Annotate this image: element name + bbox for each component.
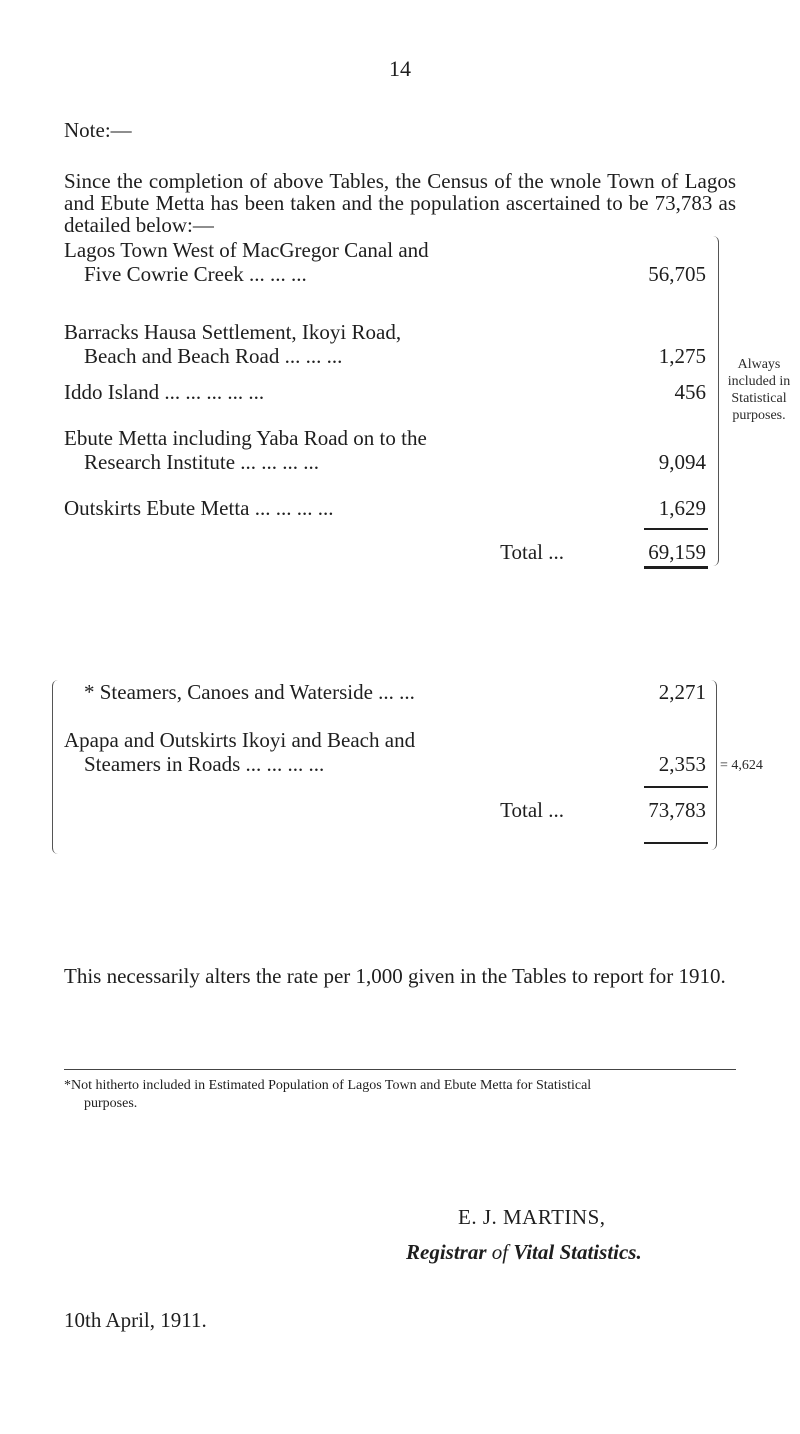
- total-label: Total ...: [500, 540, 564, 564]
- table-row: [64, 380, 706, 404]
- table-row: [64, 680, 706, 704]
- row-label: Lagos Town West of MacGregor Canal and: [64, 238, 429, 262]
- page-number: 14: [389, 56, 411, 81]
- table-row: [64, 450, 706, 474]
- signatory-title: [406, 1240, 642, 1265]
- right-brace: [712, 236, 719, 566]
- side-note: Always included in Statistical purposes.: [727, 357, 791, 423]
- total-row: [64, 798, 706, 822]
- side-note: = 4,624: [720, 758, 763, 773]
- footnote-divider: [64, 1069, 736, 1070]
- title-part: of: [491, 1240, 509, 1264]
- row-value: 9,094: [658, 450, 706, 474]
- title-part: Vital Statistics.: [513, 1240, 642, 1264]
- total-underline: [644, 842, 708, 844]
- row-label: * Steamers, Canoes and Waterside ... ...: [84, 680, 415, 704]
- row-label: Steamers in Roads ... ... ... ...: [84, 752, 325, 776]
- row-label: Beach and Beach Road ... ... ...: [84, 344, 343, 368]
- table-row: [64, 728, 706, 752]
- table-row: [64, 320, 706, 344]
- row-value: 1,629: [658, 496, 706, 520]
- total-row: [64, 540, 706, 564]
- row-value: 2,271: [658, 680, 706, 704]
- title-part: Registrar: [406, 1240, 487, 1264]
- document-date: 10th April, 1911.: [64, 1308, 207, 1332]
- table-row: [64, 752, 706, 776]
- row-value: 456: [674, 380, 706, 404]
- row-value: 1,275: [658, 344, 706, 368]
- left-brace: [52, 680, 58, 854]
- table-row: [64, 496, 706, 520]
- row-label: Outskirts Ebute Metta ... ... ... ...: [64, 496, 334, 520]
- row-label: Ebute Metta including Yaba Road on to the: [64, 426, 427, 450]
- row-label: Research Institute ... ... ... ...: [84, 450, 320, 474]
- footnote-line: purposes.: [84, 1096, 138, 1111]
- total-underline: [644, 566, 708, 569]
- row-value: 56,705: [648, 262, 706, 286]
- signatory-name: E. J. MARTINS,: [458, 1205, 606, 1229]
- intro-paragraph: Since the completion of above Tables, the Census of the wnole Town of Lagos and Ebute Metta has been taken and the population ascertained to be 73,783 as detailed below:—: [64, 169, 736, 237]
- row-label: Barracks Hausa Settlement, Ikoyi Road,: [64, 320, 402, 344]
- row-value: 2,353: [658, 752, 706, 776]
- table-row: [64, 426, 706, 450]
- right-brace: [710, 680, 717, 850]
- row-label: Five Cowrie Creek ... ... ...: [84, 262, 307, 286]
- footnote-line: *Not hitherto included in Estimated Population of Lagos Town and Ebute Metta for Statistical: [64, 1078, 592, 1093]
- row-label: Iddo Island ... ... ... ... ...: [64, 380, 265, 404]
- note-label: Note:—: [64, 118, 132, 142]
- table-row: [64, 262, 706, 286]
- table-row: [64, 344, 706, 368]
- total-label: Total ...: [500, 798, 564, 822]
- total-value: 69,159: [648, 540, 706, 564]
- footnote: [64, 1077, 736, 1113]
- total-rule: [644, 786, 708, 788]
- table-row: [64, 238, 706, 262]
- closing-paragraph: This necessarily alters the rate per 1,000 given in the Tables to report for 1910.: [64, 964, 726, 988]
- row-label: Apapa and Outskirts Ikoyi and Beach and: [64, 728, 416, 752]
- total-value: 73,783: [648, 798, 706, 822]
- total-rule: [644, 528, 708, 530]
